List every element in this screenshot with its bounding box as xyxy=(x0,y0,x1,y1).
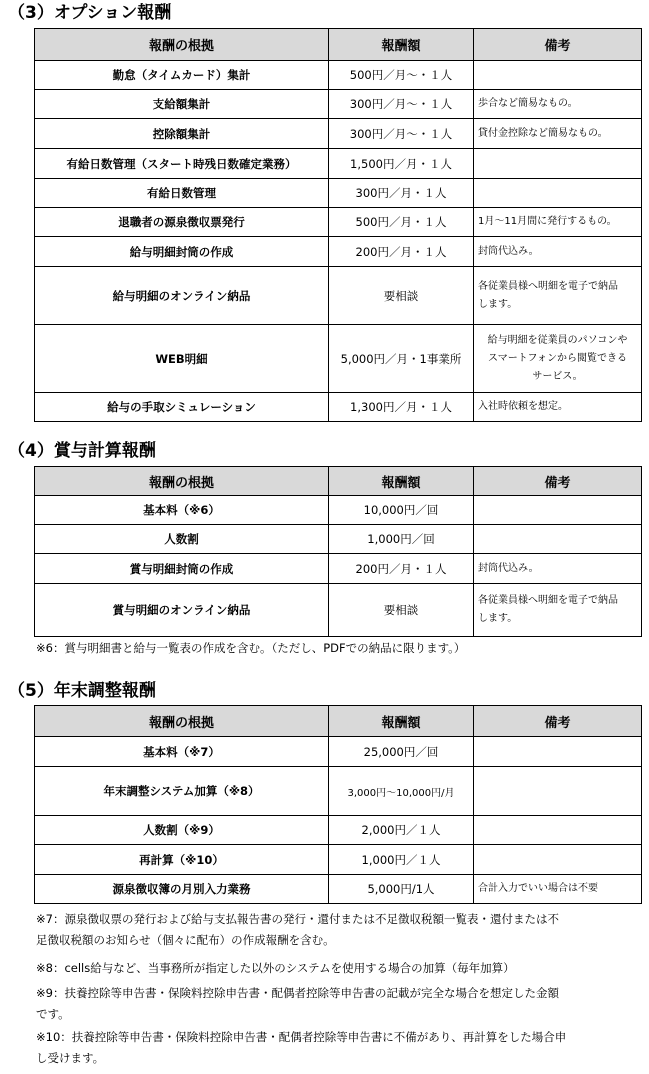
footnote: ※10：扶養控除等申告書・保険料控除申告書・配偶者控除等申告書に不備があり、再計算をした場合申 xyxy=(36,1030,567,1044)
row-basis: 再計算（※10） xyxy=(35,845,329,875)
table-row xyxy=(35,61,642,90)
table-row xyxy=(35,584,642,637)
row-note xyxy=(474,525,642,554)
row-basis: 給与明細封筒の作成 xyxy=(35,237,329,267)
option-fee-table xyxy=(34,28,642,422)
row-fee: 300円／月～・１人 xyxy=(329,90,474,119)
footnote: です。 xyxy=(36,1007,70,1021)
table-row xyxy=(35,554,642,584)
row-basis: 支給額集計 xyxy=(35,90,329,119)
row-note xyxy=(474,767,642,816)
row-note: 合計入力でいい場合は不要 xyxy=(474,875,642,904)
header-fee: 報酬額 xyxy=(329,706,474,737)
row-basis: 退職者の源泉徴収票発行 xyxy=(35,208,329,237)
table-header-row xyxy=(35,467,642,496)
row-fee: 200円／月・１人 xyxy=(329,237,474,267)
row-note: 封筒代込み。 xyxy=(474,554,642,584)
section-3-title: （3）オプション報酬 xyxy=(8,3,172,23)
footnote: ※8：cells給与など、当事務所が指定した以外のシステムを使用する場合の加算（毎年加算） xyxy=(36,961,515,975)
note-line: 各従業員様へ明細を電子で納品 xyxy=(478,595,618,606)
table-row xyxy=(35,267,642,325)
row-fee: 2,000円／１人 xyxy=(329,816,474,845)
row-basis: 年末調整システム加算（※8） xyxy=(35,767,329,816)
row-fee: 200円／月・１人 xyxy=(329,554,474,584)
row-note: 歩合など簡易なもの。 xyxy=(474,90,642,119)
table-row xyxy=(35,119,642,149)
note-line: します。 xyxy=(478,298,518,310)
note-line: スマートフォンから閲覧できる xyxy=(488,352,627,364)
row-basis: WEB明細 xyxy=(35,325,329,393)
bonus-fee-table xyxy=(34,466,642,637)
note-line: 各従業員様へ明細を電子で納品 xyxy=(478,280,618,292)
table-row xyxy=(35,325,642,393)
row-fee: 1,000円／１人 xyxy=(329,845,474,875)
row-basis: 基本料（※7） xyxy=(35,737,329,767)
section-4-title: （4）賞与計算報酬 xyxy=(8,441,156,461)
header-basis: 報酬の根拠 xyxy=(35,29,329,61)
row-fee: 300円／月・１人 xyxy=(329,179,474,208)
row-fee: 10,000円／回 xyxy=(329,496,474,525)
row-note xyxy=(474,496,642,525)
row-note xyxy=(474,737,642,767)
row-note xyxy=(474,584,642,637)
row-fee: 5,000円/1人 xyxy=(329,875,474,904)
header-fee: 報酬額 xyxy=(329,467,474,496)
row-note xyxy=(474,179,642,208)
header-note: 備考 xyxy=(474,706,642,737)
table-row xyxy=(35,737,642,767)
header-basis: 報酬の根拠 xyxy=(35,467,329,496)
row-note xyxy=(474,61,642,90)
row-basis: 給与の手取シミュレーション xyxy=(35,393,329,422)
table-row xyxy=(35,237,642,267)
section-5-title: （5）年末調整報酬 xyxy=(8,681,156,701)
row-fee: 3,000円～10,000円/月 xyxy=(329,767,474,816)
row-note: 入社時依頼を想定。 xyxy=(474,393,642,422)
row-fee: 300円／月～・１人 xyxy=(329,119,474,149)
table-row xyxy=(35,179,642,208)
table-row xyxy=(35,845,642,875)
table-row xyxy=(35,767,642,816)
row-fee: 1,300円／月・１人 xyxy=(329,393,474,422)
header-fee: 報酬額 xyxy=(329,29,474,61)
row-note: 貸付金控除など簡易なもの。 xyxy=(474,119,642,149)
table-row xyxy=(35,208,642,237)
table-row xyxy=(35,525,642,554)
header-note: 備考 xyxy=(474,29,642,61)
note-line: 給与明細を従業員のパソコンや xyxy=(487,334,628,346)
table-row xyxy=(35,875,642,904)
note-line: します。 xyxy=(478,613,518,624)
row-note: 封筒代込み。 xyxy=(474,237,642,267)
table-header-row xyxy=(35,29,642,61)
row-fee: 要相談 xyxy=(329,267,474,325)
row-fee: 1,500円／月・１人 xyxy=(329,149,474,179)
row-basis: 有給日数管理 xyxy=(35,179,329,208)
row-basis: 源泉徴収簿の月別入力業務 xyxy=(35,875,329,904)
footnote: し受けます。 xyxy=(36,1051,105,1065)
row-basis: 控除額集計 xyxy=(35,119,329,149)
row-note xyxy=(474,267,642,325)
row-basis: 人数割 xyxy=(35,525,329,554)
table-row xyxy=(35,90,642,119)
row-basis: 勤怠（タイムカード）集計 xyxy=(35,61,329,90)
table-row xyxy=(35,393,642,422)
table-row xyxy=(35,816,642,845)
row-fee: 1,000円／回 xyxy=(329,525,474,554)
row-fee: 要相談 xyxy=(329,584,474,637)
row-fee: 500円／月・１人 xyxy=(329,208,474,237)
row-note xyxy=(474,845,642,875)
row-note xyxy=(474,816,642,845)
row-basis: 給与明細のオンライン納品 xyxy=(35,267,329,325)
row-note xyxy=(474,149,642,179)
header-note: 備考 xyxy=(474,467,642,496)
table-header-row xyxy=(35,706,642,737)
footnote: 足徴収税額のお知らせ（個々に配布）の作成報酬を含む。 xyxy=(36,933,335,947)
header-basis: 報酬の根拠 xyxy=(35,706,329,737)
footnote: ※9：扶養控除等申告書・保険料控除申告書・配偶者控除等申告書の記載が完全な場合を想定した金額 xyxy=(36,986,559,1000)
footnote: ※7：源泉徴収票の発行および給与支払報告書の発行・還付または不足徴収税額一覧表・還付または不 xyxy=(36,912,559,926)
footnote: ※6：賞与明細書と給与一覧表の作成を含む。（ただし、PDFでの納品に限ります。） xyxy=(36,641,466,655)
year-end-fee-table xyxy=(34,705,642,904)
row-fee: 5,000円／月・1事業所 xyxy=(329,325,474,393)
row-note: 1月～11月間に発行するもの。 xyxy=(474,208,642,237)
row-basis: 基本料（※6） xyxy=(35,496,329,525)
table-row xyxy=(35,496,642,525)
row-basis: 賞与明細封筒の作成 xyxy=(35,554,329,584)
row-basis: 人数割（※9） xyxy=(35,816,329,845)
row-fee: 500円／月～・１人 xyxy=(329,61,474,90)
table-row xyxy=(35,149,642,179)
note-line: サービス。 xyxy=(532,370,583,382)
row-basis: 賞与明細のオンライン納品 xyxy=(35,584,329,637)
row-basis: 有給日数管理（スタート時残日数確定業務） xyxy=(35,149,329,179)
row-note xyxy=(474,325,642,393)
row-fee: 25,000円／回 xyxy=(329,737,474,767)
